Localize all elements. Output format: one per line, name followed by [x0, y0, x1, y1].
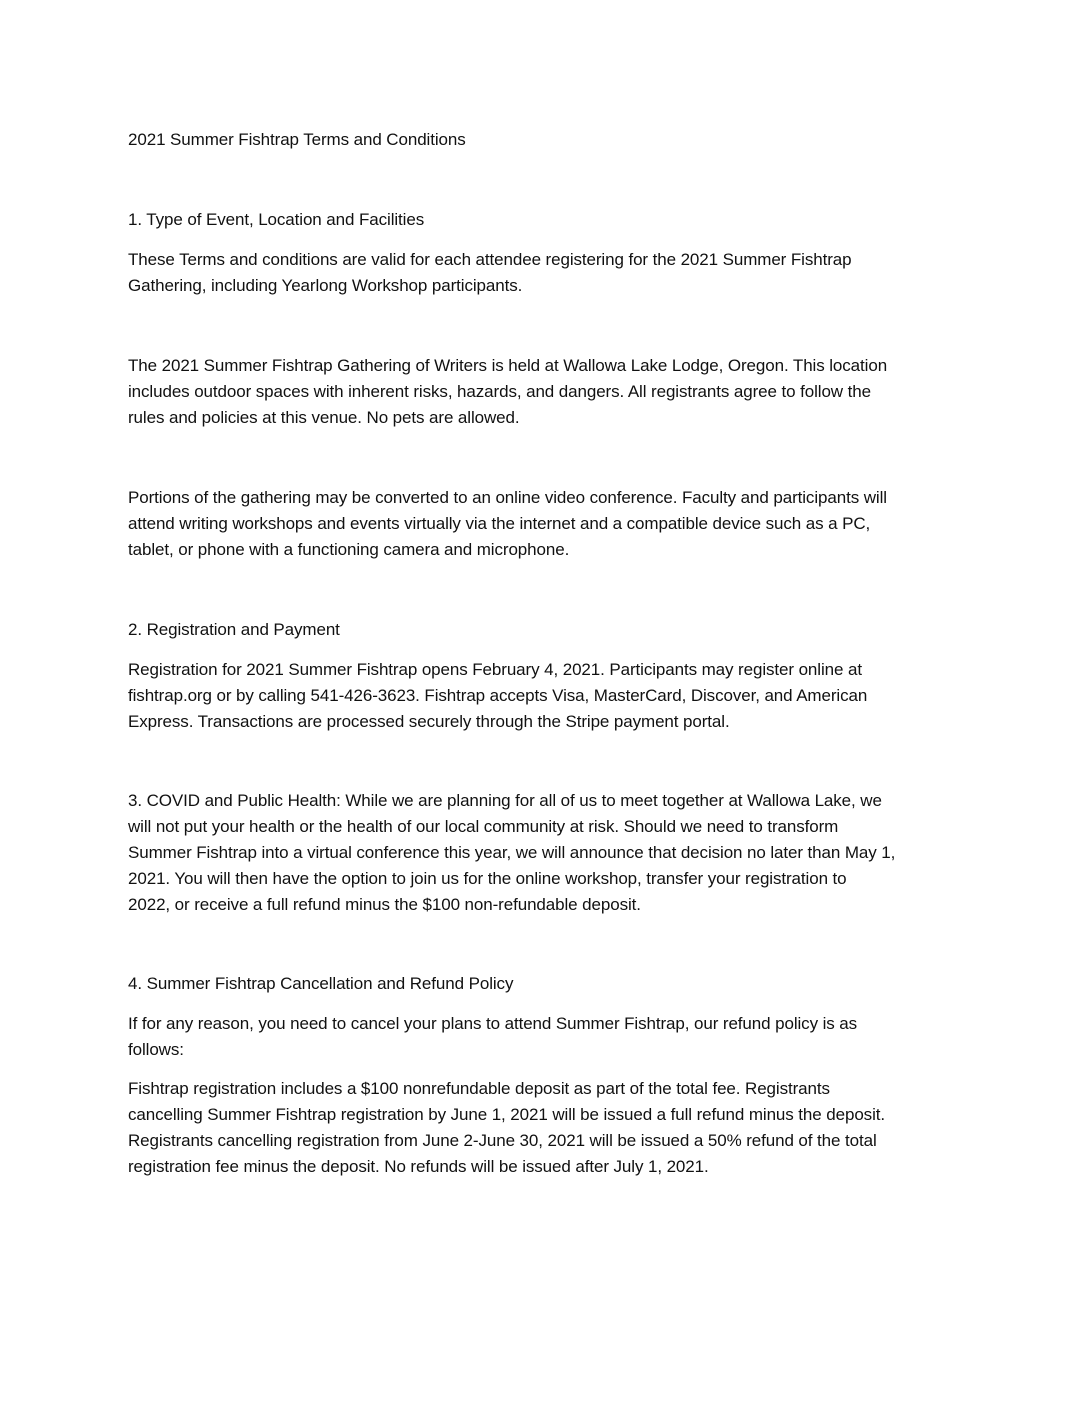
section-1-paragraph-2-line-1: The 2021 Summer Fishtrap Gathering of Writers is held at Wallowa Lake Lodge, Oregon. This location: [128, 356, 888, 375]
section-4-heading: 4. Summer Fishtrap Cancellation and Refund Policy: [128, 974, 514, 993]
section-1-heading: 1. Type of Event, Location and Facilities: [128, 210, 425, 229]
section-1-paragraph-2-line-2: includes outdoor spaces with inherent risks, hazards, and dangers. All registrants agree to follow the: [128, 382, 871, 401]
section-1-paragraph-3-line-2: attend writing workshops and events virtually via the internet and a compatible device such as a PC,: [128, 514, 871, 533]
section-1-paragraph-1-line-1: These Terms and conditions are valid for each attendee registering for the 2021 Summer Fishtrap: [128, 250, 852, 269]
section-3-paragraph-line-3: Summer Fishtrap into a virtual conference this year, we will announce that decision no later than May 1,: [128, 843, 896, 862]
section-4-paragraph-2-line-4: registration fee minus the deposit. No refunds will be issued after July 1, 2021.: [128, 1157, 709, 1176]
section-4-paragraph-2-line-1: Fishtrap registration includes a $100 nonrefundable deposit as part of the total fee. Registrants: [128, 1079, 830, 1098]
section-3-paragraph-line-5: 2022, or receive a full refund minus the $100 non-refundable deposit.: [128, 895, 641, 914]
section-2-paragraph-line-2: fishtrap.org or by calling 541-426-3623. Fishtrap accepts Visa, MasterCard, Discover, and American: [128, 686, 868, 705]
section-1-paragraph-1-line-2: Gathering, including Yearlong Workshop participants.: [128, 276, 523, 295]
section-3-paragraph-line-1: 3. COVID and Public Health: While we are planning for all of us to meet together at Wallowa Lake, we: [128, 791, 882, 810]
section-4-paragraph-1-line-2: follows:: [128, 1040, 184, 1059]
section-1-paragraph-3-line-1: Portions of the gathering may be converted to an online video conference. Faculty and participants will: [128, 488, 887, 507]
section-4-paragraph-1-line-1: If for any reason, you need to cancel your plans to attend Summer Fishtrap, our refund policy is as: [128, 1014, 858, 1033]
section-4-paragraph-2-line-2: cancelling Summer Fishtrap registration by June 1, 2021 will be issued a full refund minus the deposit.: [128, 1105, 885, 1124]
section-2-paragraph-line-3: Express. Transactions are processed securely through the Stripe payment portal.: [128, 712, 730, 731]
section-2-paragraph-line-1: Registration for 2021 Summer Fishtrap opens February 4, 2021. Participants may register online at: [128, 660, 862, 679]
document-title: 2021 Summer Fishtrap Terms and Conditions: [128, 130, 466, 149]
section-4-paragraph-2-line-3: Registrants cancelling registration from June 2-June 30, 2021 will be issued a 50% refund of the total: [128, 1131, 877, 1150]
section-3-paragraph-line-4: 2021. You will then have the option to join us for the online workshop, transfer your registration to: [128, 869, 847, 888]
section-1-paragraph-2-line-3: rules and policies at this venue. No pets are allowed.: [128, 408, 520, 427]
section-2-heading: 2. Registration and Payment: [128, 620, 340, 639]
section-3-paragraph-line-2: will not put your health or the health of our local community at risk. Should we need to transform: [128, 817, 839, 836]
section-1-paragraph-3-line-3: tablet, or phone with a functioning camera and microphone.: [128, 540, 570, 559]
